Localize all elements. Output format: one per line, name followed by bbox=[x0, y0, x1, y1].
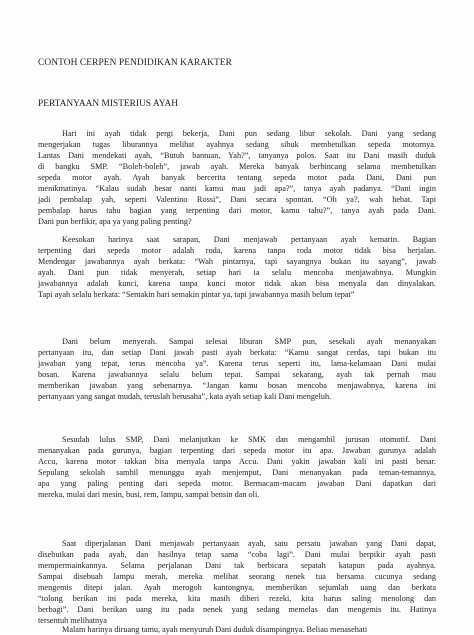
paragraph-line: Tapi ayah selalu berkata: “Semakin hari semakin pintar ya, tapi jawabannya masih belum tepat” bbox=[38, 290, 355, 299]
paragraph-line: mengemis ditepi jalan. Ayah merogoh kantongnya, memberikan sejumlah uang dan berkata bbox=[38, 583, 436, 592]
paragraph-line: jawaban yang tepat, terus mencoba ya”. Karena terus seperti itu, lama-kelamaan Dani mulai bbox=[38, 359, 436, 368]
paragraph-line: Hari ini ayah tidak pergi bekerja, Dani pun sedang libur sekolah. Dani yang sedang bbox=[62, 129, 436, 138]
paragraph-line: tersentuh melihatnya bbox=[38, 616, 107, 625]
document-title: CONTOH CERPEN PENDIDIKAN KARAKTER bbox=[38, 58, 233, 68]
paragraph-line: apa yang paling penting dari sepeda motor. Bermacam-macam jawaban Dani dapatkan dari bbox=[38, 479, 436, 488]
paragraph-line: di bangku SMP. “Boleh-boleh”, jawab ayah. Mereka banyak berbincang selama membetulkan bbox=[38, 162, 436, 171]
paragraph-line: mereka, mulai dari mesin, busi, rem, lampu, sampai bensin dan oli. bbox=[38, 490, 260, 499]
paragraph-line: disebutkan pada ayah, dan hasilnya tetap sama “coba lagi”. Dani mulai berpikir ayah pasti bbox=[38, 550, 436, 559]
paragraph-line: sepeda motor ayah. Ayah banyak bercerita tentang sepeda motor pada Dani, Dani pun bbox=[38, 173, 436, 182]
paragraph-line: jadi pembalap yah, seperti Valentino Rossi”, Dani secara spontan. “Oh ya?, wah hebat. Tapi bbox=[38, 195, 436, 204]
paragraph-line: Mendengar jawabannya ayah berkata: “Wah pintarnya, tapi sayangnya bukan itu sayang”, jawab bbox=[38, 257, 436, 266]
paragraph-line: Dani pun berfikir, apa ya yang paling penting? bbox=[38, 217, 192, 226]
paragraph-line: bosan. Karena jawabannya selalu belum tepat. Sampai sekarang, ayah tak pernah mau bbox=[38, 370, 436, 379]
paragraph-line: jawabannya adalah kunci, karena tanpa kunci motor tidak akan bisa menyala dan dinyalakan. bbox=[38, 279, 436, 288]
paragraph-line: menanyakan pada gurunya, bagian terpenting dari sepeda motor itu apa. Jawaban gurunya adalah bbox=[38, 446, 436, 455]
paragraph-line: Sepulang sekolah sambil menunggu ayah menjemput, Dani menanyakan pada teman-temannya, bbox=[38, 468, 436, 477]
paragraph-line: Keesokan harinya saat sarapan, Dani menjawab pertanyaan ayah kemarin. Bagian bbox=[62, 235, 436, 244]
paragraph-line: mempermainkannya. Selama perjalanan Dani tak berbicara sepatah katapun pada ayahnya. bbox=[38, 561, 436, 570]
paragraph-line: mengerjakan tugas liburannya melihat ayahnya sedang sibuk membetulkan sepeda motornya. bbox=[38, 140, 436, 149]
paragraph-line: terpenting dari sepeda motor adalah roda, karena tanpa roda motor tidak bisa berjalan. bbox=[38, 246, 436, 255]
paragraph-line: Dani belum menyerah. Sampai selesai liburan SMP pun, sesekali ayah menanyakan bbox=[62, 337, 436, 346]
paragraph-line: Sampai disebuah lampu merah, mereka melihat seorang nenek tua bersama cucunya sedang bbox=[38, 572, 436, 581]
paragraph-line: Sesudah lulus SMP, Dani melanjutkan ke SMK dan mengambil jurusan otomotif. Dani bbox=[62, 435, 436, 444]
paragraph-line: Lantas Dani mendekati ayah, “Butuh bantuan, Yah?”, tanyanya polos. Saat itu Dani masih duduk bbox=[38, 151, 436, 160]
paragraph-line: menikmatinya. “Kalau sudah besar nanti kamu mau jadi apa?”, tanya ayah padanya. “Dani ingin bbox=[38, 184, 436, 193]
paragraph-line: Accu, karena motor takkan bisa menyala tanpa Accu. Dani yakin jawaban kali ini pasti benar. bbox=[38, 457, 436, 466]
paragraph-line: “tolong berikan ini pada mereka, kita masih diberi rezeki, kita harus saling menolong dan bbox=[38, 594, 436, 603]
story-title: PERTANYAAN MISTERIUS AYAH bbox=[38, 99, 179, 109]
paragraph-line: Malam harinya diruang tamu, ayah menyuruh Dani duduk disampingnya. Beliau menasehati bbox=[62, 625, 368, 634]
paragraph-line: pertanyaan itu, dan setiap Dani jawab pasti ayah berkata: “Kamu sangat cerdas, tapi bukan itu bbox=[38, 348, 436, 357]
paragraph-line: memberikan jawaban yang sebenarnya. “Jangan kamu bosan mencoba menjawabnya, karena ini bbox=[38, 381, 436, 390]
paragraph-line: pembalap harus tahu bagian yang terpenting dari motor, kamu tahu?”, tanya ayah pada Dani. bbox=[38, 206, 436, 215]
paragraph-line: Saat diperjalanan Dani menjawab pertanyaan ayah, satu persatu jawaban yang Dani dapat, bbox=[62, 539, 436, 548]
paragraph-line: berbagi”. Dani berikan uang itu pada nenek yang sedang memelas dan mengemis itu. Hatinya bbox=[38, 605, 436, 614]
paragraph-line: pertanyaan yang sangat mudah, teruslah berusaha”, kata ayah setiap kali Dani mengeluh. bbox=[38, 392, 332, 401]
paragraph-line: ayah. Dani pun tidak menyerah, setiap hari ia selalu mencoba menjawabnya. Mungkin bbox=[38, 268, 436, 277]
